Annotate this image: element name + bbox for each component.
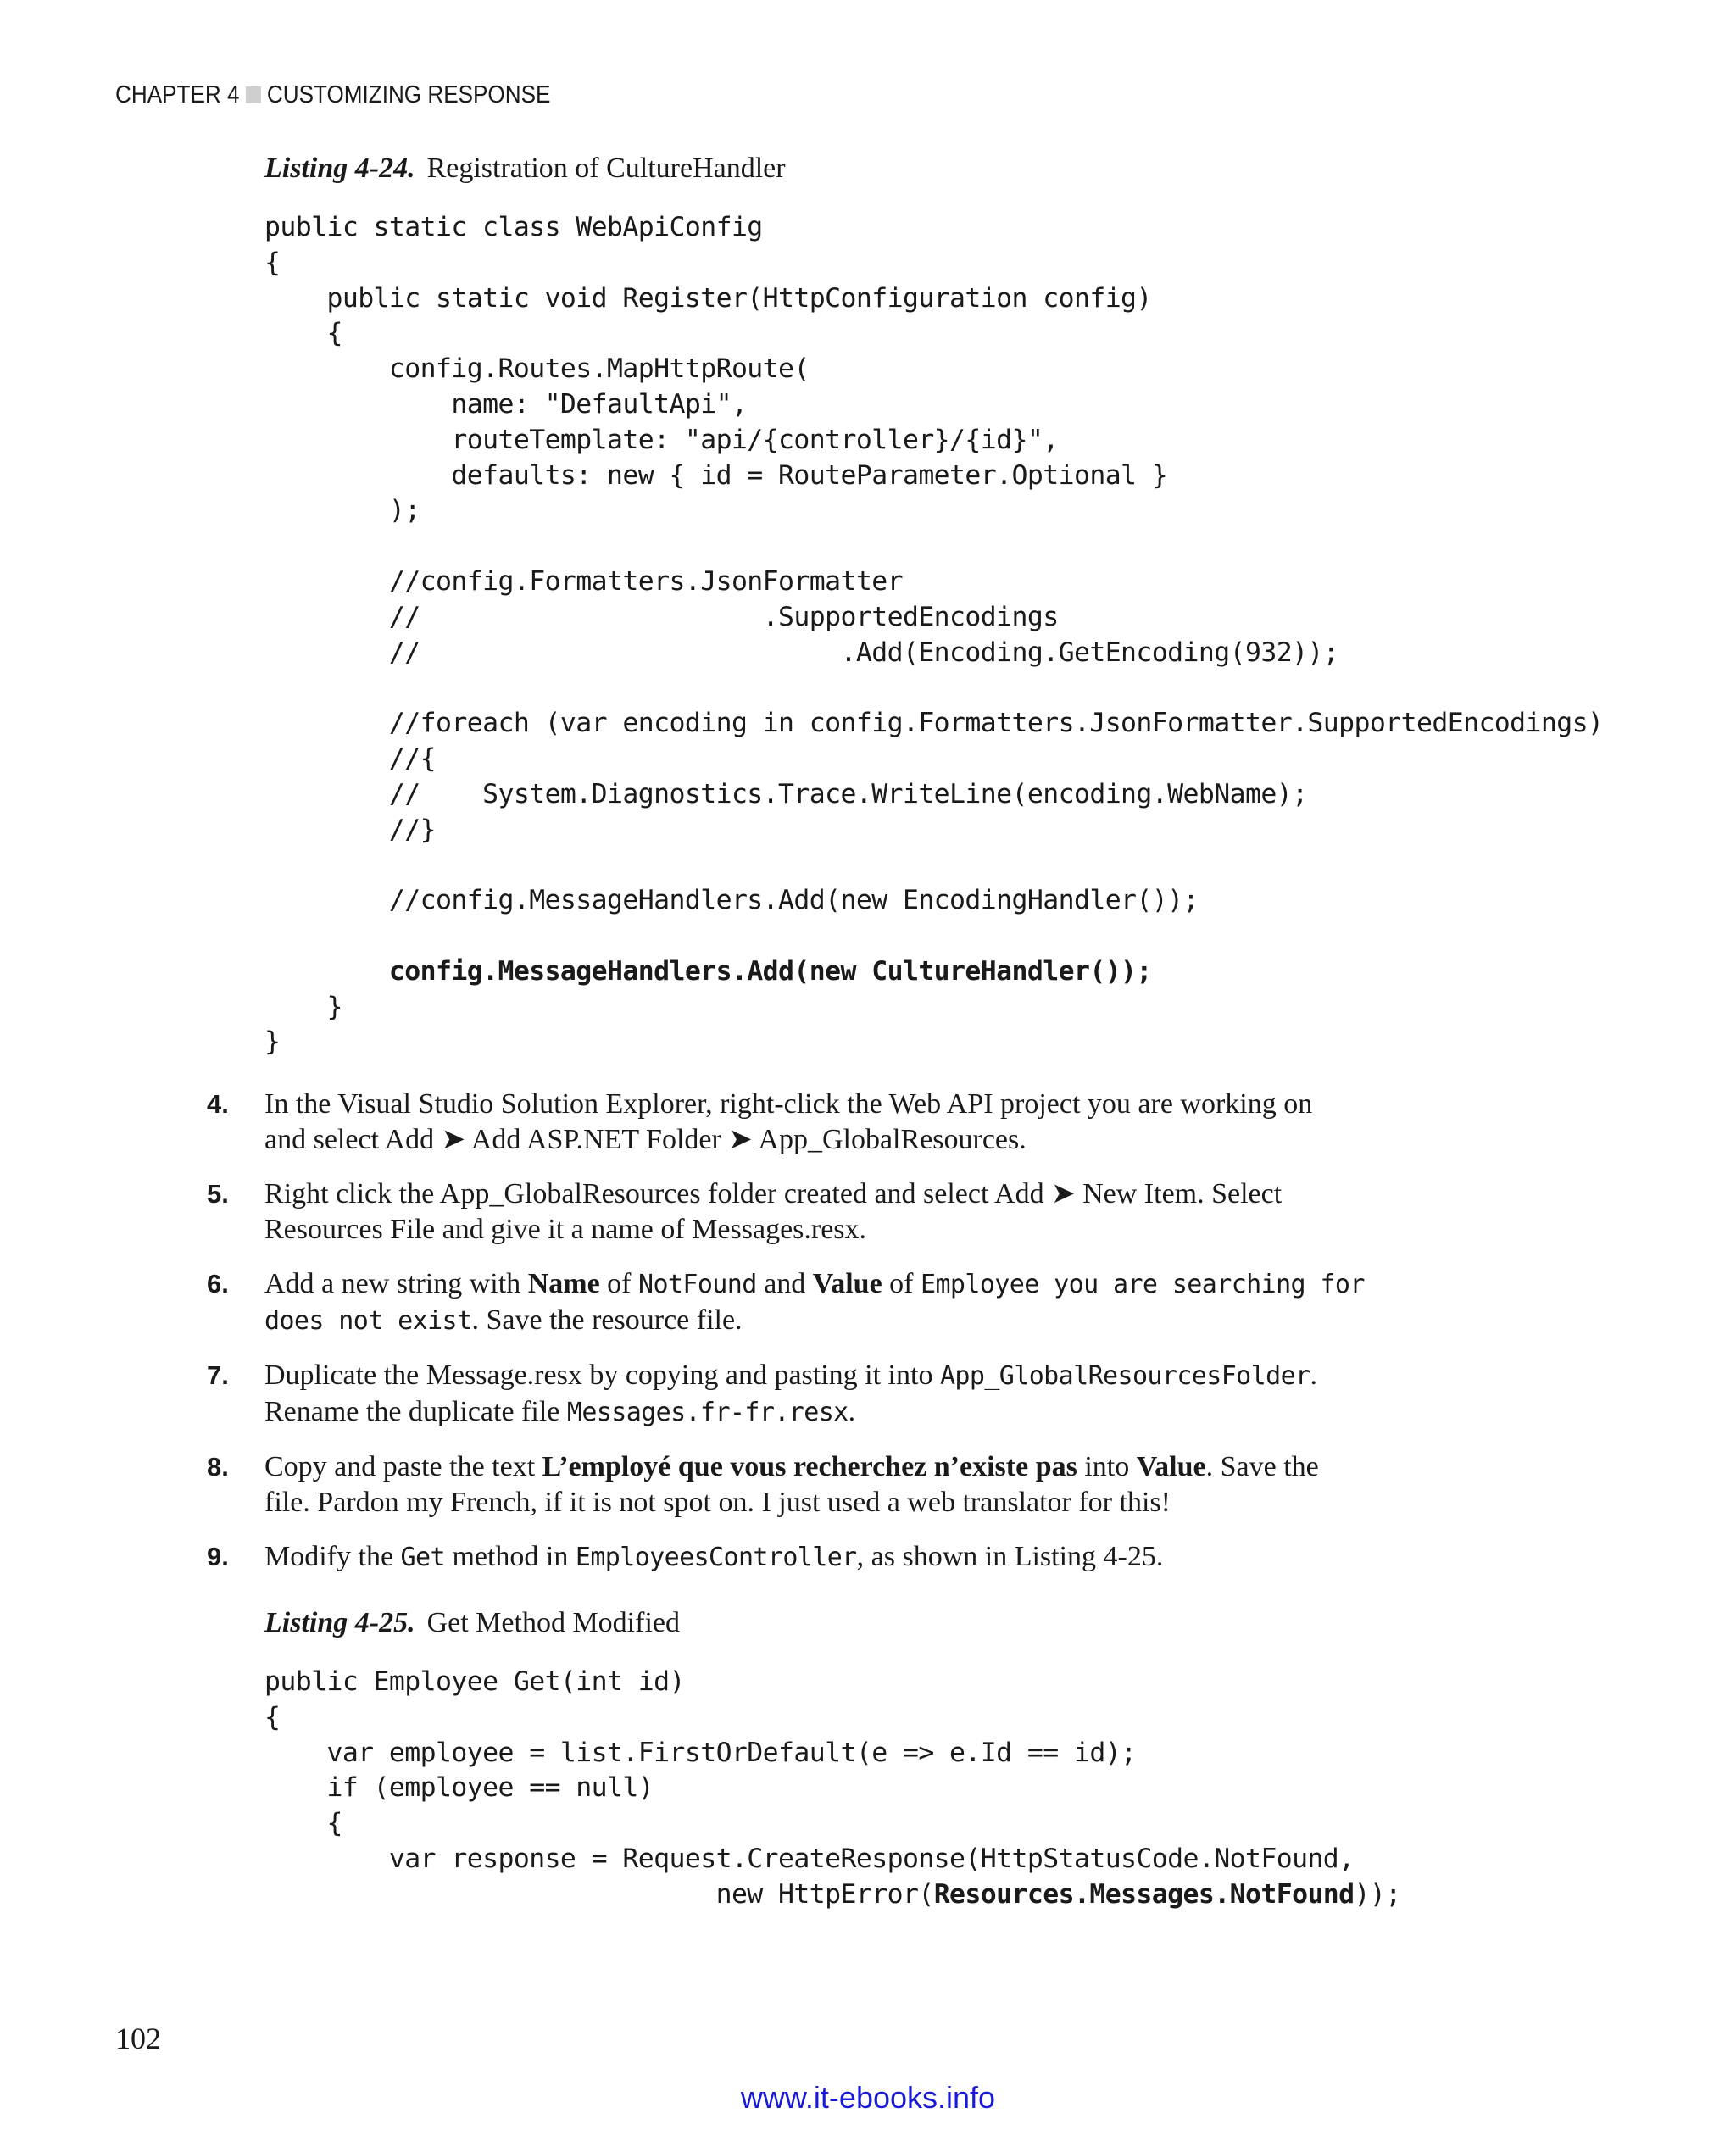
code-line: defaults: new { id = RouteParameter.Optional } bbox=[264, 459, 1168, 491]
code-line bbox=[264, 1879, 1401, 1910]
text-run: . bbox=[1310, 1360, 1317, 1391]
code-line: public Employee Get(int id) bbox=[264, 1666, 685, 1697]
code-line: { bbox=[264, 1701, 281, 1732]
text-run: of bbox=[882, 1268, 921, 1299]
text-run: Rename the duplicate file bbox=[264, 1396, 567, 1427]
code-line: var employee = list.FirstOrDefault(e => e.Id == id); bbox=[264, 1737, 1137, 1768]
text-run: . Save the resource file. bbox=[471, 1304, 743, 1336]
text-run: Copy and paste the text bbox=[264, 1451, 542, 1482]
step-8 bbox=[207, 1449, 1394, 1521]
footer-link[interactable]: www.it-ebooks.info bbox=[740, 2080, 996, 2115]
code-run: new HttpError( bbox=[264, 1878, 934, 1910]
bold-term: Value bbox=[812, 1268, 882, 1299]
text-run: into bbox=[1077, 1451, 1137, 1482]
code-line: // .Add(Encoding.GetEncoding(932)); bbox=[264, 637, 1339, 668]
code-term: NotFound bbox=[637, 1270, 757, 1299]
step-text-line bbox=[264, 1539, 1394, 1576]
steps-list bbox=[207, 1087, 1394, 1594]
chapter-title: CUSTOMIZING RESPONSE bbox=[266, 81, 551, 108]
listing-4-24-caption bbox=[264, 153, 786, 185]
code-line: // .SupportedEncodings bbox=[264, 601, 1059, 632]
step-6 bbox=[207, 1266, 1394, 1339]
text-run: , as shown in Listing 4-25. bbox=[856, 1541, 1164, 1572]
text-run: . bbox=[848, 1396, 856, 1427]
step-number: 4. bbox=[207, 1089, 229, 1119]
code-line: config.Routes.MapHttpRoute( bbox=[264, 353, 810, 385]
header-separator-square bbox=[246, 86, 261, 103]
code-line: // System.Diagnostics.Trace.WriteLine(encoding.WebName); bbox=[264, 778, 1308, 809]
step-number: 5. bbox=[207, 1179, 229, 1209]
step-number: 6. bbox=[207, 1269, 229, 1299]
step-text-line bbox=[264, 1449, 1394, 1485]
code-line: { bbox=[264, 247, 281, 278]
listing-label: Listing 4-24. bbox=[264, 153, 415, 184]
step-text-line bbox=[264, 1394, 1394, 1431]
code-line: //config.Formatters.JsonFormatter bbox=[264, 565, 903, 597]
code-term: Messages.fr-fr.resx bbox=[566, 1398, 849, 1427]
step-9 bbox=[207, 1539, 1394, 1576]
step-text-line: In the Visual Studio Solution Explorer, right-click the Web API project you are working on bbox=[264, 1088, 1313, 1120]
code-line: //config.MessageHandlers.Add(new EncodingHandler()); bbox=[264, 885, 1199, 916]
code-run: )); bbox=[1354, 1878, 1401, 1910]
step-text-line: file. Pardon my French, if it is not spot on. I just used a web translator for this! bbox=[264, 1487, 1171, 1518]
code-line: var response = Request.CreateResponse(HttpStatusCode.NotFound, bbox=[264, 1843, 1355, 1874]
code-term: Get bbox=[400, 1543, 445, 1572]
step-4 bbox=[207, 1087, 1394, 1158]
code-line: name: "DefaultApi", bbox=[264, 388, 748, 420]
listing-title: Registration of CultureHandler bbox=[426, 153, 786, 184]
code-listing-4-25 bbox=[264, 1665, 1401, 1913]
step-text-line: Right click the App_GlobalResources folder created and select Add ➤ New Item. Select bbox=[264, 1178, 1283, 1210]
step-text-line: Resources File and give it a name of Messages.resx. bbox=[264, 1214, 867, 1245]
code-term: EmployeesController bbox=[575, 1543, 857, 1572]
page-number: 102 bbox=[115, 2021, 161, 2055]
code-line: //} bbox=[264, 814, 437, 845]
listing-label: Listing 4-25. bbox=[264, 1607, 415, 1638]
text-run: and bbox=[756, 1268, 813, 1299]
step-7 bbox=[207, 1358, 1394, 1431]
text-run: . Save the bbox=[1205, 1451, 1319, 1482]
bold-term: Name bbox=[527, 1268, 600, 1299]
text-run: of bbox=[599, 1268, 638, 1299]
text-run: Modify the bbox=[264, 1541, 401, 1572]
step-number: 9. bbox=[207, 1542, 229, 1571]
code-term: Employee you are searching for bbox=[921, 1270, 1365, 1299]
code-listing-4-24 bbox=[264, 210, 1603, 1060]
step-5 bbox=[207, 1176, 1394, 1248]
step-text-line bbox=[264, 1303, 1394, 1339]
bold-term: Value bbox=[1136, 1451, 1206, 1482]
code-term: does not exist bbox=[264, 1306, 472, 1336]
step-text-line: and select Add ➤ Add ASP.NET Folder ➤ App_GlobalResources. bbox=[264, 1124, 1027, 1155]
step-number: 8. bbox=[207, 1452, 229, 1482]
code-line: } bbox=[264, 991, 342, 1022]
code-line-highlighted: config.MessageHandlers.Add(new CultureHandler()); bbox=[264, 955, 1152, 987]
code-run-highlighted: Resources.Messages.NotFound bbox=[933, 1878, 1355, 1910]
code-line: public static class WebApiConfig bbox=[264, 212, 763, 242]
chapter-label: CHAPTER 4 bbox=[115, 81, 240, 108]
listing-title: Get Method Modified bbox=[426, 1607, 680, 1638]
code-line: } bbox=[264, 1026, 281, 1058]
code-line: public static void Register(HttpConfiguration config) bbox=[264, 282, 1152, 314]
step-number: 7. bbox=[207, 1360, 229, 1390]
listing-4-25-caption bbox=[264, 1607, 680, 1639]
text-run: method in bbox=[444, 1541, 576, 1572]
running-header bbox=[115, 81, 550, 109]
step-text-line bbox=[264, 1358, 1394, 1394]
code-line: //{ bbox=[264, 742, 437, 774]
code-line: //foreach (var encoding in config.Formatters.JsonFormatter.SupportedEncodings) bbox=[264, 708, 1604, 739]
code-line: ); bbox=[264, 495, 420, 526]
text-run: Add a new string with bbox=[264, 1268, 528, 1299]
code-line: if (employee == null) bbox=[264, 1772, 654, 1804]
code-line: routeTemplate: "api/{controller}/{id}", bbox=[264, 424, 1059, 455]
code-term: App_GlobalResourcesFolder bbox=[939, 1361, 1310, 1391]
text-run: Duplicate the Message.resx by copying and pasting it into bbox=[264, 1360, 940, 1391]
code-line: { bbox=[264, 1808, 342, 1839]
code-line: { bbox=[264, 318, 342, 349]
step-text-line bbox=[264, 1266, 1394, 1303]
bold-term: L’employé que vous recherchez n’existe pas bbox=[542, 1451, 1077, 1482]
